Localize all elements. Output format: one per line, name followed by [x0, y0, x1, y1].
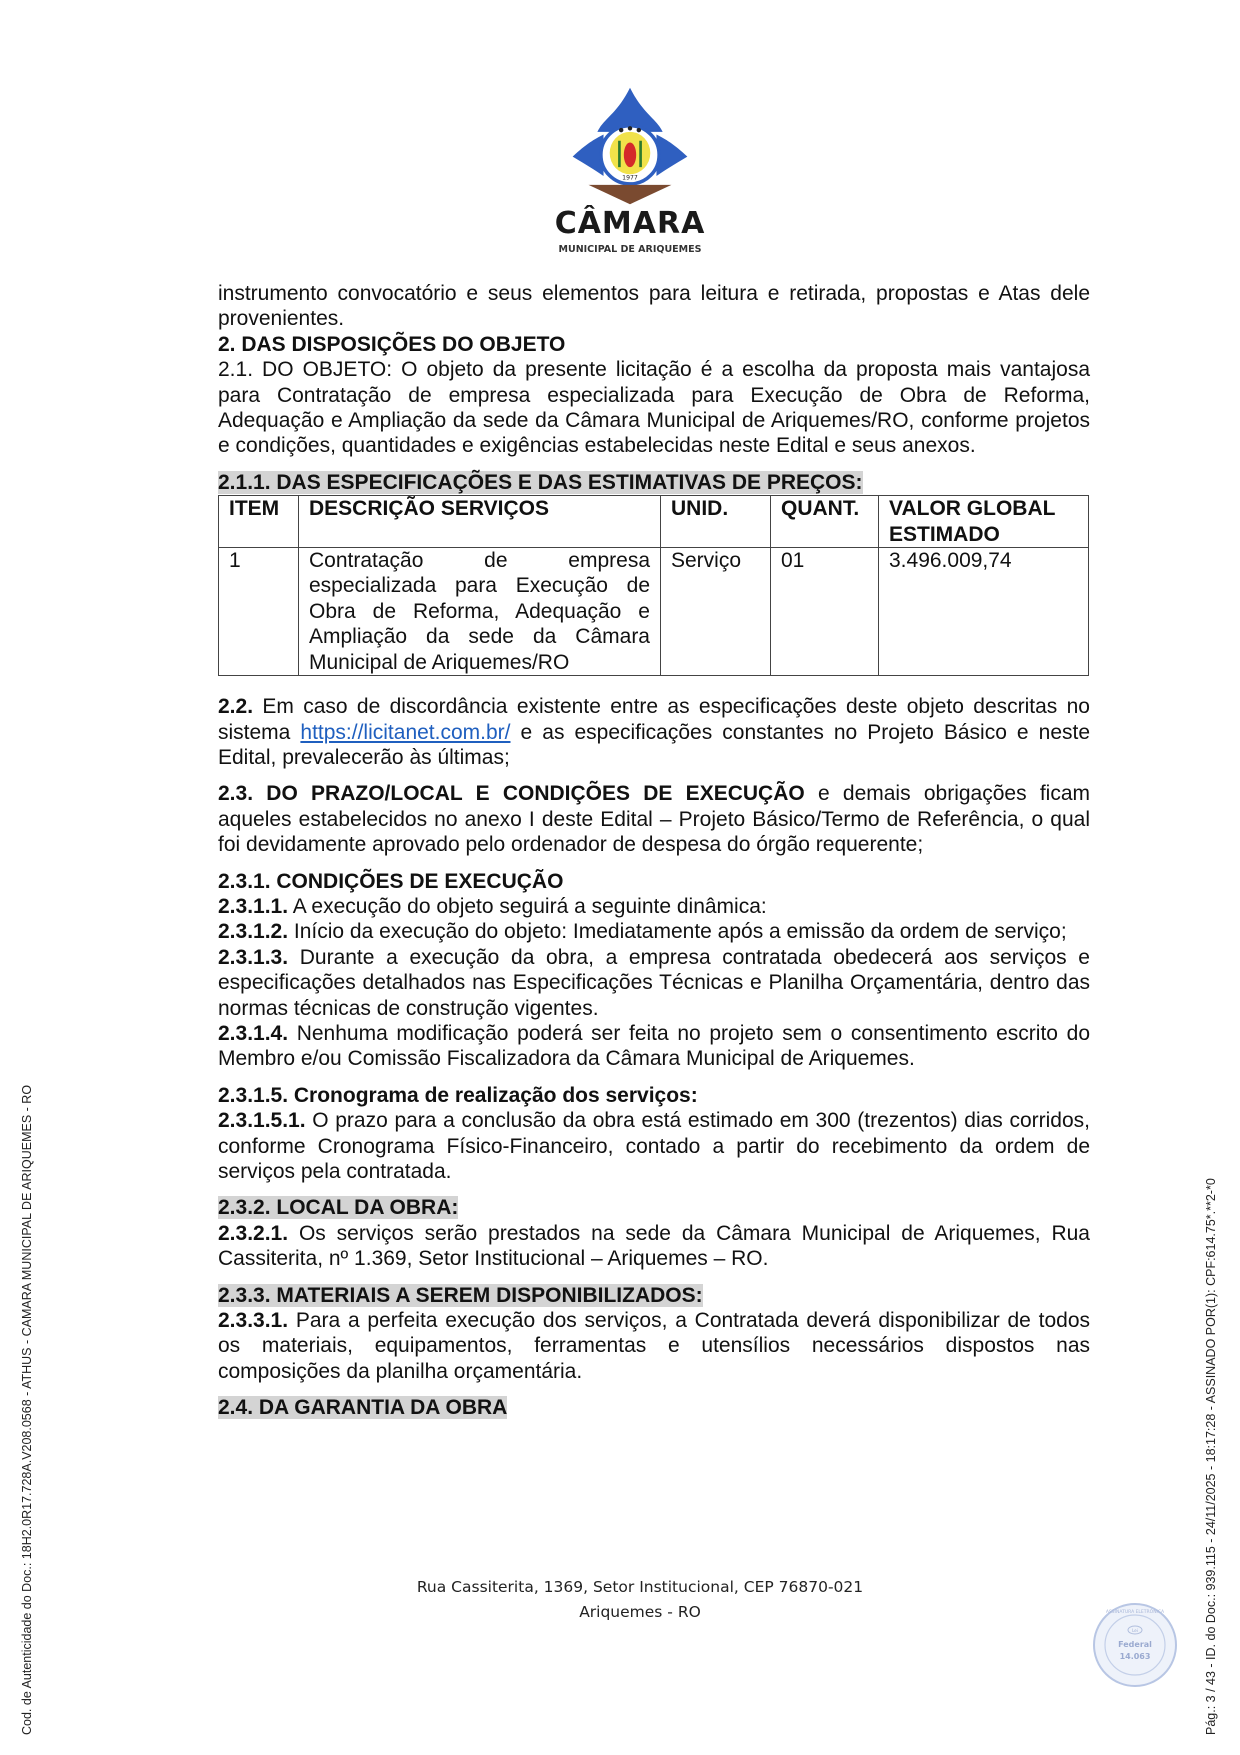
cell-unid: Serviço	[661, 548, 771, 676]
signature-info-margin: Pág.: 3 / 43 - ID. do Doc.: 939.115 - 24/11/2025 - 18:17:28 - ASSINADO POR(1): CPF:614.75*.**2-*0	[1204, 1178, 1218, 1735]
section-2-heading: 2. DAS DISPOSIÇÕES DO OBJETO	[218, 332, 566, 356]
footer-address: Rua Cassiterita, 1369, Setor Institucional, CEP 76870-021	[416, 1578, 864, 1596]
header-item: ITEM	[219, 496, 299, 548]
section-2-2-paragraph: 2.2. Em caso de discordância existente entre as especificações deste objeto descritas no sistema https://licitanet.com.br/ e as especificações constantes no Projeto Básico e neste Edital, prevalecerão às últimas;	[218, 695, 1091, 769]
logo-subtitle: MUNICIPAL DE ARIQUEMES	[558, 244, 702, 255]
cell-descricao: Contratação de empresa especializada para Execução de Obra de Reforma, Adequação e Ampliação da sede da Câmara Municipal de Ariquemes/RO	[299, 548, 661, 676]
section-2-3-2-1: 2.3.2.1. Os serviços serão prestados na sede da Câmara Municipal de Ariquemes, Rua Cassiterita, nº 1.369, Setor Institucional – Ariquemes – RO.	[218, 1221, 1090, 1271]
section-2-4-heading: 2.4. DA GARANTIA DA OBRA	[218, 1396, 508, 1420]
licitanet-link[interactable]: https://licitanet.com.br/	[300, 720, 511, 744]
seal-line2: Federal	[1118, 1640, 1152, 1649]
table-row	[219, 548, 1089, 676]
header-quant: QUANT.	[771, 496, 879, 548]
header-unid: UNID.	[661, 496, 771, 548]
seal-line1: Lei	[1132, 1628, 1138, 1633]
electronic-signature-seal-icon	[1092, 1602, 1178, 1688]
section-2-3-2-heading: 2.3.2. LOCAL DA OBRA:	[218, 1196, 459, 1220]
section-2-3-1-heading: 2.3.1. CONDIÇÕES DE EXECUÇÃO	[218, 869, 564, 893]
section-2-3-1-5-heading: 2.3.1.5. Cronograma de realização dos serviços:	[218, 1083, 698, 1107]
footer-city: Ariquemes - RO	[579, 1603, 701, 1621]
header-valor: VALOR GLOBAL ESTIMADO	[879, 496, 1089, 548]
cell-valor: 3.496.009,74	[879, 548, 1089, 676]
authenticity-code-margin: Cod. de Autenticidade do Doc.: 18H2.0R17.728A.V208.0568 - ATHUS - CAMARA MUNICIPAL DE ARIQUEMES - RO	[20, 1084, 34, 1735]
section-2-1-1-heading: 2.1.1. DAS ESPECIFICAÇÕES E DAS ESTIMATIVAS DE PREÇOS:	[218, 470, 863, 494]
section-2-3-1-5-1: 2.3.1.5.1. O prazo para a conclusão da obra está estimado em 300 (trezentos) dias corridos, conforme Cronograma Físico-Financeiro, contado a partir do recebimento da ordem de serviços pela contratada.	[218, 1109, 1090, 1183]
table-header-row	[219, 496, 1089, 548]
logo-seal-year: 1977	[622, 174, 638, 182]
document-body	[218, 281, 1090, 1421]
section-2-3-paragraph: 2.3. DO PRAZO/LOCAL E CONDIÇÕES DE EXECUÇÃO e demais obrigações ficam aqueles estabelecidos no anexo I deste Edital – Projeto Básico/Termo de Referência, o qual foi devidamente aprovado pelo ordenador de despesa do órgão requerente;	[218, 782, 1090, 857]
seal-top-text: ASSINATURA ELETRÔNICA	[1105, 1610, 1165, 1615]
camara-logo-emblem-icon	[555, 84, 705, 208]
cell-item: 1	[219, 548, 299, 676]
seal-line3: 14.063	[1119, 1652, 1151, 1661]
logo-title: CÂMARA	[554, 206, 706, 241]
header-descricao: DESCRIÇÃO SERVIÇOS	[299, 496, 661, 548]
section-2-3-1-1: 2.3.1.1. A execução do objeto seguirá a seguinte dinâmica:	[218, 894, 767, 918]
section-2-3-3-heading: 2.3.3. MATERIAIS A SEREM DISPONIBILIZADOS:	[218, 1283, 703, 1307]
cell-quant: 01	[771, 548, 879, 676]
page-footer	[380, 1575, 900, 1625]
section-2-3-1-3: 2.3.1.3. Durante a execução da obra, a empresa contratada obedecerá aos serviços e especificações detalhados nas Especificações Técnicas e Planilha Orçamentária, dentro das normas técnicas de construção vigentes.	[218, 945, 1090, 1020]
section-2-1-paragraph: 2.1. DO OBJETO: O objeto da presente licitação é a escolha da proposta mais vantajosa para Contratação de empresa especializada para Execução de Obra de Reforma, Adequação e Ampliação da sede da Câmara Municipal de Ariquemes/RO, conforme projetos e condições, quantidades e exigências estabelecidas neste Edital e seus anexos.	[218, 358, 1090, 458]
price-estimate-table	[218, 495, 1089, 676]
section-2-3-3-1: 2.3.3.1. Para a perfeita execução dos serviços, a Contratada deverá disponibilizar de todos os materiais, equipamentos, ferramentas e utensílios necessários dispostos nas composições da planilha orçamentária.	[218, 1309, 1090, 1383]
section-2-3-1-4: 2.3.1.4. Nenhuma modificação poderá ser feita no projeto sem o consentimento escrito do Membro e/ou Comissão Fiscalizadora da Câmara Municipal de Ariquemes.	[218, 1021, 1090, 1071]
section-2-3-1-2: 2.3.1.2. Início da execução do objeto: Imediatamente após a emissão da ordem de serviço;	[218, 920, 1067, 944]
intro-paragraph: instrumento convocatório e seus elementos para leitura e retirada, propostas e Atas dele provenientes.	[218, 282, 1090, 331]
